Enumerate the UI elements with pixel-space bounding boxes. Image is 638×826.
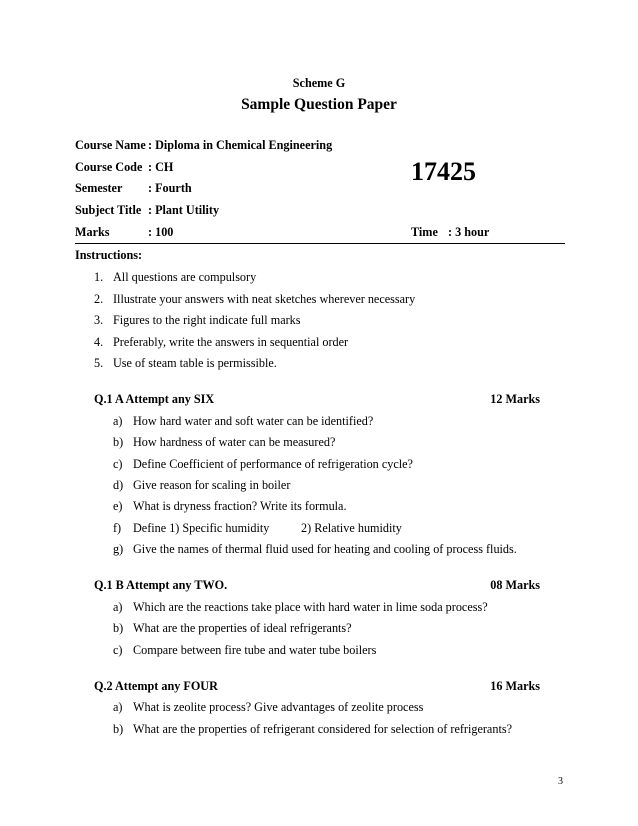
q2-marks: 16 Marks bbox=[490, 679, 540, 693]
instruction-text: Use of steam table is permissible. bbox=[113, 356, 277, 370]
question-letter: b) bbox=[113, 621, 124, 635]
question-text: Define Coefficient of performance of refrigeration cycle? bbox=[133, 457, 413, 471]
question-text: How hard water and soft water can be identified? bbox=[133, 414, 374, 428]
question-text-extra: 2) Relative humidity bbox=[301, 521, 402, 535]
question-letter: f) bbox=[113, 521, 122, 535]
question-text: Which are the reactions take place with hard water in lime soda process? bbox=[133, 600, 488, 614]
q1a-heading: Q.1 A Attempt any SIX bbox=[94, 392, 215, 406]
question-text: What are the properties of refrigerant considered for selection of refrigerants? bbox=[133, 722, 512, 736]
q1b-marks: 08 Marks bbox=[490, 578, 540, 592]
time-label: Time bbox=[411, 225, 438, 239]
question-letter: e) bbox=[113, 499, 123, 513]
instruction-number: 3. bbox=[94, 313, 104, 327]
instruction-number: 1. bbox=[94, 270, 104, 284]
question-letter: c) bbox=[113, 457, 123, 471]
scheme-label: Scheme G bbox=[292, 76, 346, 90]
divider-line bbox=[75, 243, 565, 244]
question-text: Define 1) Specific humidity bbox=[133, 521, 270, 535]
question-letter: g) bbox=[113, 542, 124, 556]
question-letter: d) bbox=[113, 478, 124, 492]
question-text: Give the names of thermal fluid used for heating and cooling of process fluids. bbox=[133, 542, 517, 556]
course-name-label: Course Name bbox=[75, 138, 146, 152]
question-letter: c) bbox=[113, 643, 123, 657]
q1a-marks: 12 Marks bbox=[490, 392, 540, 406]
page-number: 3 bbox=[558, 776, 563, 787]
instruction-text: Preferably, write the answers in sequential order bbox=[113, 335, 349, 349]
q2-heading: Q.2 Attempt any FOUR bbox=[94, 679, 218, 693]
instruction-text: Figures to the right indicate full marks bbox=[113, 313, 301, 327]
instruction-number: 5. bbox=[94, 356, 104, 370]
question-text: Compare between fire tube and water tube boilers bbox=[133, 643, 377, 657]
course-name-value: : Diploma in Chemical Engineering bbox=[148, 138, 333, 152]
question-text: What is dryness fraction? Write its formula. bbox=[133, 499, 347, 513]
question-letter: a) bbox=[113, 600, 123, 614]
marks-value: : 100 bbox=[148, 225, 174, 239]
question-text: Give reason for scaling in boiler bbox=[133, 478, 291, 492]
instruction-number: 2. bbox=[94, 292, 104, 306]
question-letter: b) bbox=[113, 435, 124, 449]
time-value: : 3 hour bbox=[448, 225, 490, 239]
question-text: What is zeolite process? Give advantages of zeolite process bbox=[133, 700, 424, 714]
paper-code: 17425 bbox=[411, 157, 476, 186]
question-text: How hardness of water can be measured? bbox=[133, 435, 336, 449]
question-letter: a) bbox=[113, 700, 123, 714]
question-letter: a) bbox=[113, 414, 123, 428]
instruction-number: 4. bbox=[94, 335, 104, 349]
subject-title-label: Subject Title bbox=[75, 203, 142, 217]
q1b-heading: Q.1 B Attempt any TWO. bbox=[94, 578, 228, 592]
instruction-text: All questions are compulsory bbox=[113, 270, 257, 284]
question-letter: b) bbox=[113, 722, 124, 736]
semester-label: Semester bbox=[75, 181, 123, 195]
semester-value: : Fourth bbox=[148, 181, 192, 195]
page-title: Sample Question Paper bbox=[241, 96, 397, 113]
course-code-label: Course Code bbox=[75, 160, 143, 174]
subject-title-value: : Plant Utility bbox=[148, 203, 220, 217]
instructions-heading: Instructions: bbox=[75, 248, 143, 262]
course-code-value: : CH bbox=[148, 160, 174, 174]
question-text: What are the properties of ideal refrigerants? bbox=[133, 621, 352, 635]
instruction-text: Illustrate your answers with neat sketches wherever necessary bbox=[113, 292, 416, 306]
marks-label: Marks bbox=[75, 225, 110, 239]
